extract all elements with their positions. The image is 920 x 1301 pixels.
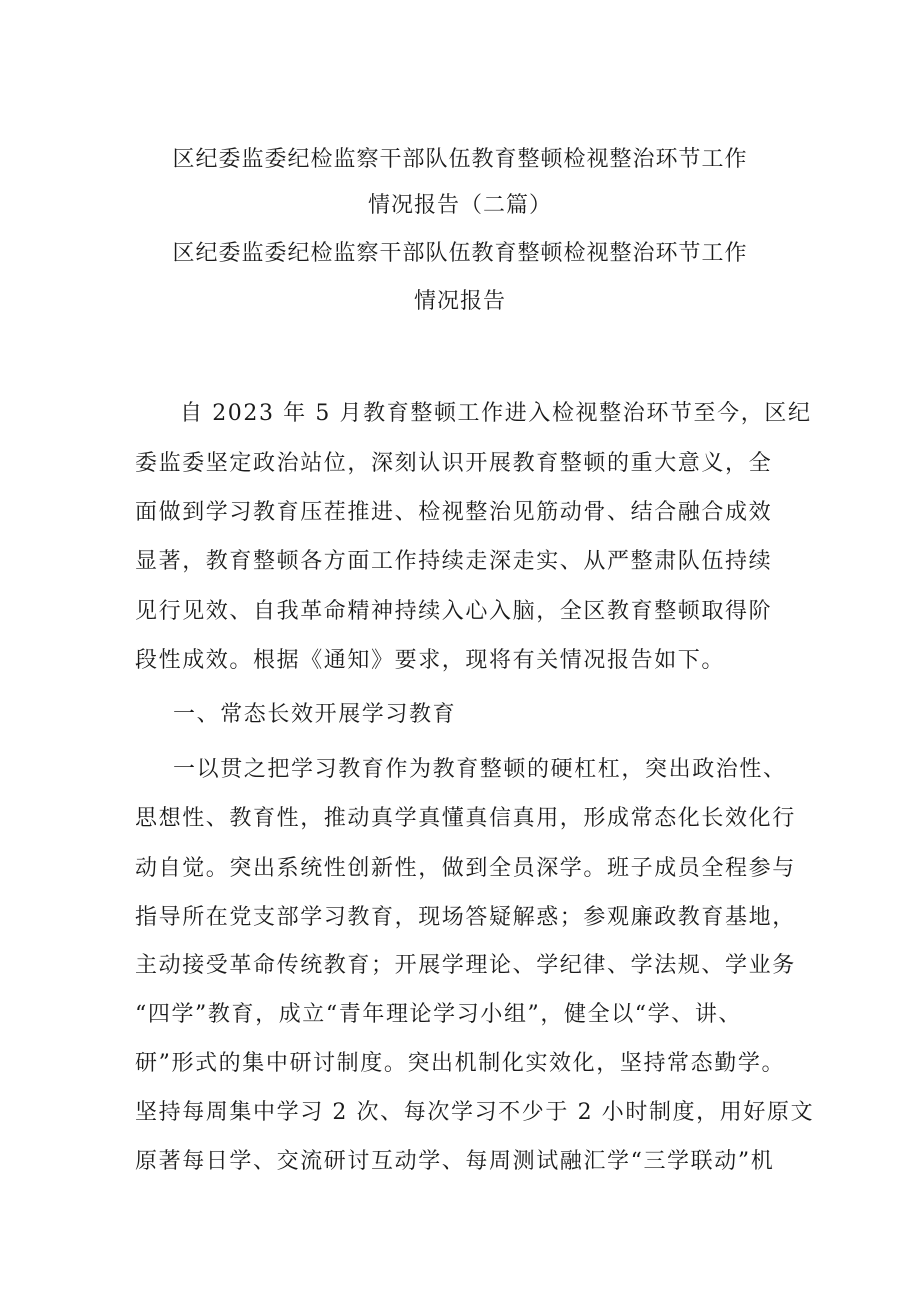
paragraph-line: 动自觉。突出系统性创新性，做到全员深学。班子成员全程参与 (135, 856, 796, 881)
paragraph-line: 坚持每周集中学习 2 次、每次学习不少于 2 小时制度，用好原文 (135, 1100, 815, 1125)
paragraph-line: 指导所在党支部学习教育，现场答疑解惑；参观廉政教育基地， (135, 905, 796, 930)
paragraph-line: 见行见效、自我革命精神持续入心入脑，全区教育整顿取得阶 (135, 599, 773, 624)
paragraph-line: 自 2023 年 5 月教育整顿工作进入检视整治环节至今，区纪 (180, 401, 812, 426)
document-title-line-4: 情况报告 (413, 289, 506, 314)
paragraph-line: 一以贯之把学习教育作为教育整顿的硬杠杠，突出政治性、 (173, 757, 787, 782)
section-heading: 一、常态长效开展学习教育 (173, 702, 457, 727)
paragraph-line: 面做到学习教育压茬推进、检视整治见筋动骨、结合融合成效 (135, 500, 773, 525)
paragraph-line: 原著每日学、交流研讨互动学、每周测试融汇学“三学联动”机 (135, 1149, 775, 1174)
paragraph-line: 思想性、教育性，推动真学真懂真信真用，形成常态化长效化行 (135, 806, 796, 831)
paragraph-line: 研”形式的集中研讨制度。突出机制化实效化，坚持常态勤学。 (135, 1051, 786, 1076)
paragraph-line: 主动接受革命传统教育；开展学理论、学纪律、学法规、学业务 (135, 953, 796, 978)
document-title-line-3: 区纪委监委纪检监察干部队伍教育整顿检视整治环节工作 (172, 241, 748, 266)
paragraph-line: 委监委坚定政治站位，深刻认识开展教育整顿的重大意义，全 (135, 451, 773, 476)
document-title-line-2: 情况报告（二篇） (367, 193, 552, 218)
paragraph-line: 段性成效。根据《通知》要求，现将有关情况报告如下。 (135, 648, 726, 673)
document-title-line-1: 区纪委监委纪检监察干部队伍教育整顿检视整治环节工作 (172, 147, 748, 172)
paragraph-line: 显著，教育整顿各方面工作持续走深走实、从严整肃队伍持续 (135, 549, 773, 574)
paragraph-line: “四学”教育，成立“青年理论学习小组”，健全以“学、讲、 (135, 1002, 743, 1027)
